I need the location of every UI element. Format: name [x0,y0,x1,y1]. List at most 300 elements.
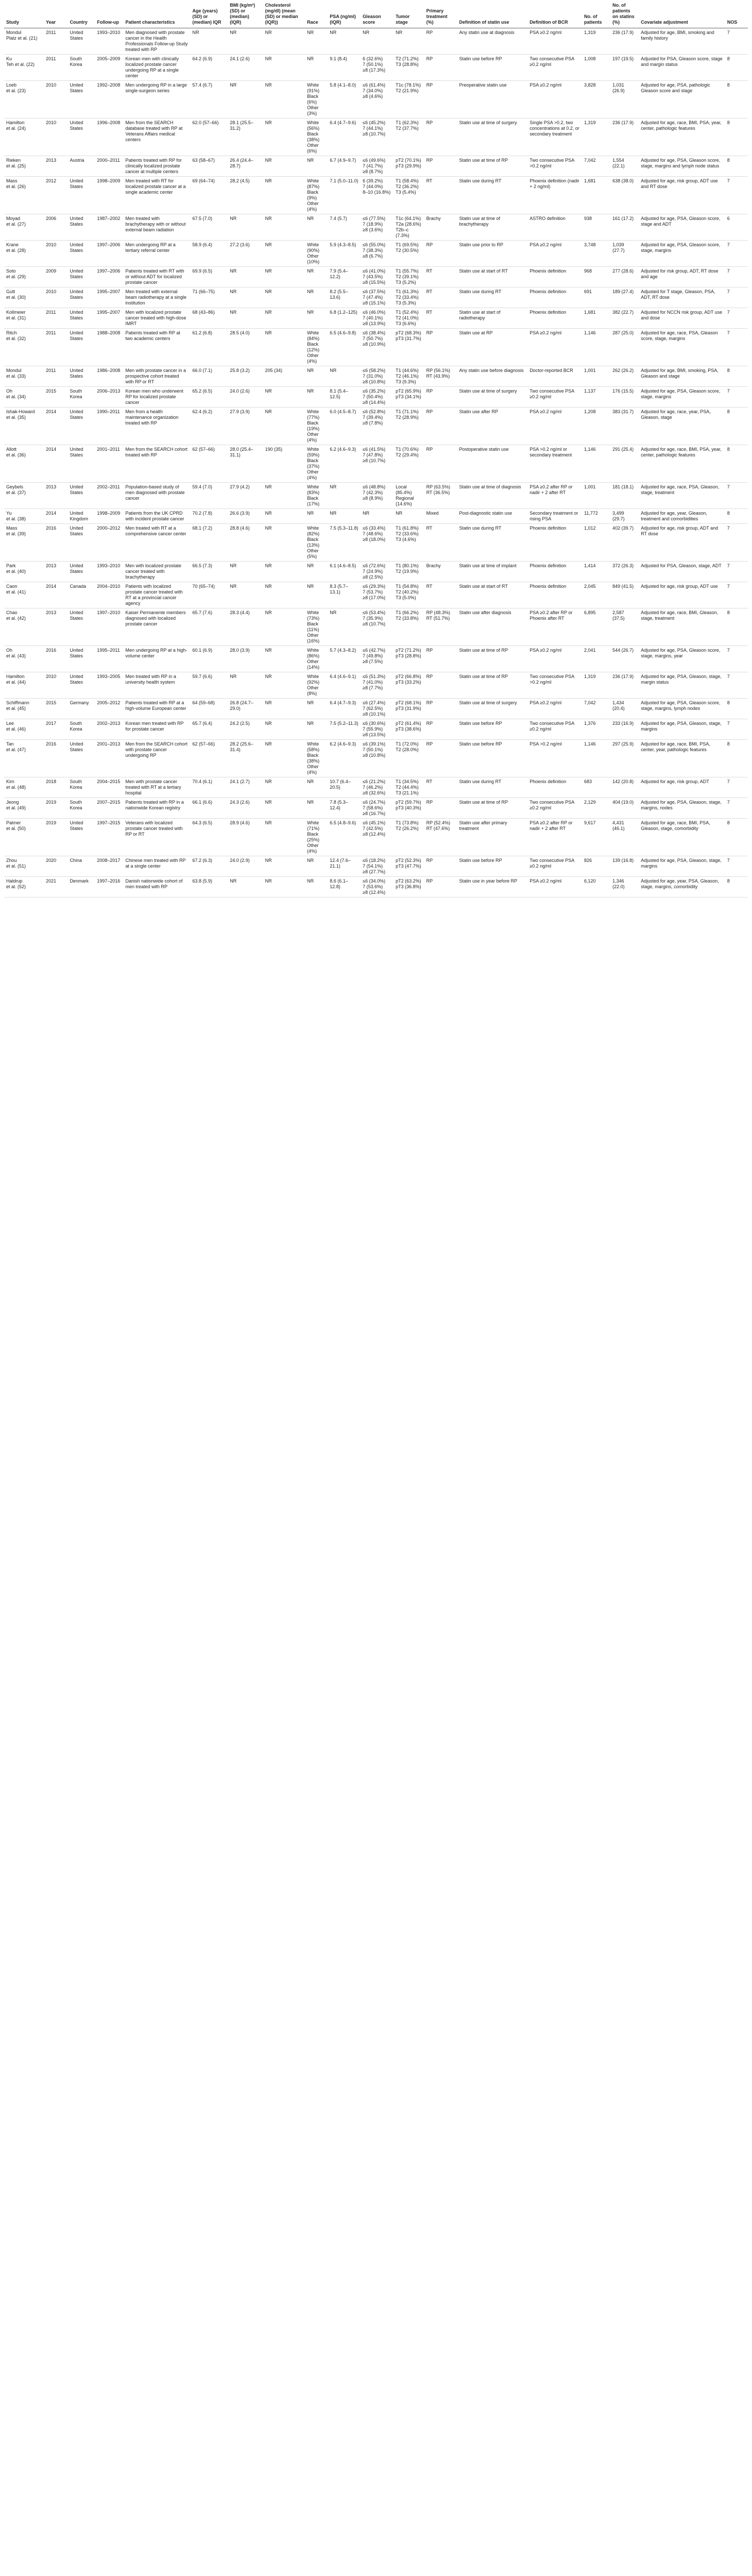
table-cell: Statin use at time of implant [457,562,528,582]
table-cell: Phoenix definition [527,524,582,562]
table-cell: Patients with localized prostate cancer treated with RT at a provincial cancer agency [123,582,190,608]
table-cell: Secondary treatment or rising PSA [527,509,582,524]
table-cell: Statin use at time of RP [457,156,528,177]
table-cell: United States [67,672,95,699]
table-cell: 64.3 (6.5) [191,819,228,856]
table-cell: RP [424,672,457,699]
table-row [4,483,748,509]
table-row [4,445,748,483]
table-cell: ≤6 (52.8%) 7 (39.4%) ≥8 (7.8%) [361,408,394,445]
table-cell: Haldrup et al. (52) [4,877,44,897]
table-cell: Chinese men treated with RP at a single center [123,856,190,877]
table-cell: 2010 [44,672,67,699]
table-cell: United States [67,28,95,55]
table-cell: 6.8 (1.2–125) [328,308,361,329]
table-cell: 7,042 [582,156,610,177]
table-cell: 236 (17.9) [610,28,639,55]
table-cell: China [67,856,95,877]
table-cell: Ishak-Howard et al. (35) [4,408,44,445]
table-cell: Tan et al. (47) [4,740,44,777]
table-cell: Adjusted for age, PSA, Gleason score, stage and ADT [639,214,725,241]
table-cell: 2016 [44,646,67,672]
table-row [4,740,748,777]
table-cell: 67.2 (6.3) [191,856,228,877]
table-cell: 64 (59–68) [191,699,228,719]
table-cell: RP [424,646,457,672]
table-cell: PSA ≥0.2 ng/ml [527,329,582,366]
table-cell: 28.2 (25.6–31.4) [228,740,263,777]
table-cell: RP [424,118,457,156]
table-cell: Oh et al. (34) [4,387,44,408]
table-cell: Brachy [424,562,457,582]
table-cell: Adjusted for age, year, Gleason, treatment and comorbidities [639,509,725,524]
table-cell: NR [228,582,263,608]
table-cell: RT [424,287,457,308]
table-cell: ≤6 (34.0%) 7 (53.6%) ≥8 (12.4%) [361,877,394,897]
table-cell: pT2 (65.9%) pT3 (34.1%) [394,387,424,408]
table-cell: Adjusted for age, PSA, Gleason score, stage, margins, lymph nodes [639,699,725,719]
table-cell: NR [263,267,305,287]
table-cell: 189 (27.4) [610,287,639,308]
table-cell: T1 (66.2%) T2 (33.8%) [394,608,424,646]
table-cell: ≤6 (30.6%) 7 (55.9%) ≥8 (13.5%) [361,719,394,740]
table-cell: PSA ≥0.2 ng/ml [527,699,582,719]
table-cell: 2002–2011 [95,483,123,509]
table-cell: RP [424,241,457,267]
table-cell: Two consecutive PSA ≥0.2 ng/ml [527,387,582,408]
table-cell: NR [228,214,263,241]
table-cell: 66.5 (7.3) [191,562,228,582]
table-cell: 1997–2015 [95,819,123,856]
table-cell: Mass et al. (39) [4,524,44,562]
table-cell: 2011 [44,55,67,81]
table-cell: 2014 [44,509,67,524]
table-cell: Two consecutive PSA >0.2 ng/ml [527,672,582,699]
table-cell: Kaiser Permanente members diagnosed with localized prostate cancer [123,608,190,646]
table-cell: 7.8 (5.3–12.4) [328,798,361,819]
table-cell: NR [263,798,305,819]
table-cell: 28.5 (4.0) [228,329,263,366]
table-cell: 26.6 (3.9) [228,509,263,524]
table-cell: Adjusted for age, race, BMI, PSA, center, year, pathologic features [639,740,725,777]
table-cell: NR [305,387,328,408]
table-cell: Two consecutive PSA ≥0.2 ng/ml [527,55,582,81]
table-cell: Chao et al. (42) [4,608,44,646]
table-cell: 2010 [44,81,67,118]
table-cell: pT2 (61.4%) pT3 (38.6%) [394,719,424,740]
table-cell: Veterans with localized prostate cancer treated with RP or RT [123,819,190,856]
table-cell: 24.0 (2.6) [228,387,263,408]
table-cell: Statin use at RP [457,329,528,366]
table-cell: White (86%) Other (14%) [305,646,328,672]
table-cell: ≤6 (37.5%) 7 (47.4%) ≥8 (15.1%) [361,287,394,308]
table-cell: Adjusted for age, year, PSA, Gleason, stage, margins, comorbidity [639,877,725,897]
table-cell: Statin use at start of RT [457,267,528,287]
table-cell: RT [424,777,457,798]
table-cell: Moyad et al. (27) [4,214,44,241]
table-cell: NR [305,856,328,877]
table-cell: Statin use before RP [457,856,528,877]
table-cell: NR [263,509,305,524]
table-cell: T1 (62.3%) T2 (37.7%) [394,118,424,156]
table-cell: 1,031 (26.9) [610,81,639,118]
table-cell: 8.2 (5.5–13.6) [328,287,361,308]
table-cell: PSA ≥0.2 after RP or Phoenix after RT [527,608,582,646]
table-row [4,524,748,562]
table-cell: 11,772 [582,509,610,524]
table-cell: White (71%) Black (25%) Other (4%) [305,819,328,856]
table-row [4,214,748,241]
table-cell: Statin use at time of surgery [457,387,528,408]
table-cell: 7 [725,719,748,740]
table-cell: United Kingdom [67,509,95,524]
table-cell: 8 [725,819,748,856]
table-cell: 8 [725,366,748,387]
table-cell: ≤6 (29.3%) 7 (53.7%) ≥8 (17.0%) [361,582,394,608]
table-cell: 8 [725,608,748,646]
table-cell: RP (48.3%) RT (51.7%) [424,608,457,646]
table-cell: 7 [725,483,748,509]
table-cell: Krane et al. (28) [4,241,44,267]
table-cell: RP [424,81,457,118]
table-cell: ASTRO definition [527,214,582,241]
table-cell: 9.1 (8.4) [328,55,361,81]
table-cell: 9,617 [582,819,610,856]
table-cell: 8 [725,445,748,483]
table-cell: ≤6 (58.2%) 7 (31.0%) ≥8 (10.8%) [361,366,394,387]
table-cell: 7 [725,28,748,55]
table-cell: NR [263,646,305,672]
table-cell: White (87%) Black (9%) Other (4%) [305,177,328,214]
table-cell: 7.1 (5.0–11.0) [328,177,361,214]
table-cell: 2015 [44,699,67,719]
table-cell: 2017 [44,719,67,740]
table-cell: 1,208 [582,408,610,445]
table-cell: Men treated with RP in a university health system [123,672,190,699]
table-cell: NR [305,777,328,798]
table-cell: NR [263,856,305,877]
table-row [4,81,748,118]
table-cell: NR [263,55,305,81]
table-cell: NR [305,214,328,241]
table-cell: pT2 (52.3%) pT3 (47.7%) [394,856,424,877]
table-cell: ≤6 (18.2%) 7 (54.1%) ≥8 (27.7%) [361,856,394,877]
table-cell: 71 (66–75) [191,287,228,308]
table-cell: ≤6 (77.5%) 7 (18.9%) ≥8 (3.6%) [361,214,394,241]
table-cell: United States [67,177,95,214]
table-cell: NR [263,387,305,408]
table-cell: 8.3 (5.7–13.1) [328,582,361,608]
table-cell: 1,146 [582,740,610,777]
table-cell: T1 (54.8%) T2 (40.2%) T3 (5.0%) [394,582,424,608]
table-cell: pT2 (63.2%) pT3 (36.8%) [394,877,424,897]
table-cell: 2000–2011 [95,156,123,177]
table-row [4,562,748,582]
table-cell: RP (63.5%) RT (36.5%) [424,483,457,509]
table-cell: T1 (72.0%) T2 (28.0%) [394,740,424,777]
table-cell: ≤6 (41.5%) 7 (47.8%) ≥8 (10.7%) [361,445,394,483]
table-cell: 287 (25.0) [610,329,639,366]
table-cell: 59.4 (7.0) [191,483,228,509]
table-cell: PSA ≥0.2 ng/ml [527,408,582,445]
table-cell: Local (85.4%) Regional (14.6%) [394,483,424,509]
table-row [4,582,748,608]
table-cell: 6.5 (4.8–9.6) [328,819,361,856]
table-cell: RP [424,55,457,81]
table-cell: 1,001 [582,483,610,509]
table-cell: 7 [725,672,748,699]
table-cell: Patients from the UK CPRD with incident prostate cancer [123,509,190,524]
table-cell: Adjusted for PSA, Gleason, stage, ADT [639,562,725,582]
table-cell: 638 (38.0) [610,177,639,214]
table-cell: Two consecutive PSA ≥0.2 ng/ml [527,856,582,877]
table-cell: 7 [725,777,748,798]
table-cell: Men from the SEARCH cohort treated with RP [123,445,190,483]
table-cell: Geybels et al. (37) [4,483,44,509]
table-cell: 28.3 (4.4) [228,608,263,646]
table-cell: ≤6 (45.1%) 7 (42.5%) ≥8 (12.4%) [361,819,394,856]
table-cell: RP [424,798,457,819]
table-cell: RP [424,445,457,483]
table-cell: 7 [725,241,748,267]
table-cell: 7.4 (5.7) [328,214,361,241]
table-cell: NR [263,483,305,509]
table-body [4,28,748,897]
table-cell: Statin use at time of RP [457,672,528,699]
table-cell: 2001–2013 [95,740,123,777]
table-row [4,777,748,798]
table-cell: Germany [67,699,95,719]
table-cell: 8.1 (5.4–12.5) [328,387,361,408]
table-cell: 2,587 (37.5) [610,608,639,646]
table-cell: Mixed [424,509,457,524]
table-cell: Men diagnosed with prostate cancer in the Health Professionals Follow-up Study treated with RP [123,28,190,55]
table-cell: T2 (71.2%) T3 (28.8%) [394,55,424,81]
table-cell: Any statin use at diagnosis [457,28,528,55]
table-cell: 1995–2011 [95,646,123,672]
table-cell: Patients treated with RP in a nationwide Korean registry [123,798,190,819]
table-row [4,819,748,856]
table-cell: RP [424,329,457,366]
table-cell: Men with localized prostate cancer treated with brachytherapy [123,562,190,582]
table-cell: Phoenix definition [527,308,582,329]
table-cell: 7 [725,562,748,582]
table-cell: 24.3 (2.6) [228,798,263,819]
table-cell: ≤6 (42.7%) 7 (49.8%) ≥8 (7.5%) [361,646,394,672]
table-cell: pT2 (66.8%) pT3 (33.2%) [394,672,424,699]
table-cell: 1997–2006 [95,267,123,287]
table-cell: NR [263,177,305,214]
table-cell: T1 (61.8%) T2 (33.6%) T3 (4.6%) [394,524,424,562]
table-cell: ≤6 (27.4%) 7 (62.5%) ≥8 (10.1%) [361,699,394,719]
table-cell: 7.5 (5.2–11.3) [328,719,361,740]
table-cell: 62 (57–66) [191,740,228,777]
table-cell: Adjusted for PSA, Gleason score, stage and margin status [639,55,725,81]
table-cell: NR [328,509,361,524]
table-cell: NR [263,740,305,777]
table-cell: RP [424,156,457,177]
table-cell: Men treated with RT at a comprehensive cancer center [123,524,190,562]
table-cell: NR [263,672,305,699]
table-cell: 826 [582,856,610,877]
table-cell: Canada [67,582,95,608]
table-cell: 1992–2008 [95,81,123,118]
table-cell: Two consecutive PSA >0.2 ng/ml [527,156,582,177]
table-cell: United States [67,214,95,241]
table-cell: Men treated with brachytherapy with or without external beam radiation [123,214,190,241]
table-cell: 1996–2008 [95,118,123,156]
table-cell: Men undergoing RP at a high-volume center [123,646,190,672]
table-cell: Adjusted for age, race, BMI, PSA, Gleason, stage, comorbidity [639,819,725,856]
table-cell: pT2 (68.1%) pT3 (31.9%) [394,699,424,719]
table-cell: NR [305,308,328,329]
table-cell: NR [228,267,263,287]
table-cell: Statin use during RT [457,524,528,562]
table-cell: 27.2 (3.6) [228,241,263,267]
table-cell: 8 [725,509,748,524]
table-cell: 66.0 (7.1) [191,366,228,387]
table-cell: 383 (31.7) [610,408,639,445]
table-cell: NR [263,214,305,241]
table-cell: 6 [725,214,748,241]
table-cell: 1,137 [582,387,610,408]
table-row [4,877,748,897]
table-cell: T1 (71.1%) T2 (28.9%) [394,408,424,445]
table-row [4,118,748,156]
table-cell: 6.2 (4.6–9.3) [328,740,361,777]
table-cell: 7 [725,287,748,308]
table-cell: 2010 [44,241,67,267]
table-cell: Doctor-reported BCR [527,366,582,387]
table-cell: RP [424,699,457,719]
table-cell: 7 [725,524,748,562]
table-cell: NR [263,562,305,582]
table-cell: 1995–2007 [95,287,123,308]
table-cell: Kim et al. (48) [4,777,44,798]
table-cell: T1 (52.4%) T2 (41.0%) T3 (6.6%) [394,308,424,329]
table-cell: Statin use at time of surgery [457,118,528,156]
table-cell: 27.9 (4.2) [228,483,263,509]
table-row [4,856,748,877]
table-cell: ≤6 (48.8%) 7 (42.3%) ≥8 (8.9%) [361,483,394,509]
table-cell: ≤6 (45.2%) 7 (44.1%) ≥8 (10.7%) [361,118,394,156]
column-header: Race [305,1,328,28]
table-cell: 2019 [44,819,67,856]
table-cell: T1 (58.4%) T2 (36.2%) T3 (5.4%) [394,177,424,214]
table-cell: 139 (16.8) [610,856,639,877]
table-cell: 7 [725,646,748,672]
table-cell: 2006–2013 [95,387,123,408]
column-header: Study [4,1,44,28]
table-cell: Statin use at time of diagnosis [457,483,528,509]
table-cell: NR [394,509,424,524]
table-cell: PSA ≥0.2 ng/ml [527,28,582,55]
table-cell: Adjusted for age, race, BMI, Gleason, stage, treatment [639,608,725,646]
table-cell: Population-based study of men diagnosed with prostate cancer [123,483,190,509]
table-row [4,55,748,81]
table-cell: 28.9 (4.6) [228,819,263,856]
table-cell: 2009 [44,267,67,287]
table-cell: Ritch et al. (32) [4,329,44,366]
table-cell: 2021 [44,877,67,897]
table-cell: 63.8 (5.9) [191,877,228,897]
table-cell: NR [228,287,263,308]
table-cell: 5.9 (4.3–8.5) [328,241,361,267]
table-cell: 1,346 (22.0) [610,877,639,897]
table-cell: Park et al. (40) [4,562,44,582]
table-cell: 1,319 [582,118,610,156]
table-cell: 1997–2006 [95,241,123,267]
table-cell: 1,554 (22.1) [610,156,639,177]
table-cell: 65.2 (6.5) [191,387,228,408]
table-cell: Postoperative statin use [457,445,528,483]
column-header: Age (years) (SD) or (median) IQR [191,1,228,28]
table-cell: 1993–2010 [95,28,123,55]
table-cell: ≤6 (72.6%) 7 (24.9%) ≥8 (2.5%) [361,562,394,582]
table-cell: Men from the SEARCH cohort with prostate cancer undergoing RP [123,740,190,777]
table-row [4,408,748,445]
table-cell: White (82%) Black (13%) Other (5%) [305,524,328,562]
table-cell: PSA ≥0.2 ng/ml [527,646,582,672]
table-cell: 2002–2013 [95,719,123,740]
table-cell: 2013 [44,562,67,582]
table-cell: Phoenix definition [527,267,582,287]
table-cell: 65.7 (6.4) [191,719,228,740]
table-cell: 2014 [44,445,67,483]
table-cell: ≤6 (46.0%) 7 (40.1%) ≥8 (13.9%) [361,308,394,329]
table-cell: Oh et al. (43) [4,646,44,672]
table-cell: NR [263,608,305,646]
table-cell: RP [424,877,457,897]
table-cell: ≤6 (51.3%) 7 (41.0%) ≥8 (7.7%) [361,672,394,699]
table-cell: Adjusted for age, risk group, ADT use and RT dose [639,177,725,214]
table-cell: 4,431 (46.1) [610,819,639,856]
table-cell: 65.7 (7.6) [191,608,228,646]
table-cell: 2004–2015 [95,777,123,798]
table-cell: Statin use prior to RP [457,241,528,267]
table-cell: 2011 [44,308,67,329]
table-cell: Adjusted for age, race, year, PSA, Gleason, stage [639,408,725,445]
table-row [4,241,748,267]
table-cell: 2018 [44,777,67,798]
table-cell: 10.7 (6.4–20.5) [328,777,361,798]
table-cell: 6,120 [582,877,610,897]
table-cell: NR [305,798,328,819]
table-row [4,699,748,719]
table-cell: 68.1 (7.2) [191,524,228,562]
table-cell: 2,129 [582,798,610,819]
table-cell: 2011 [44,329,67,366]
table-cell: White (90%) Other (10%) [305,241,328,267]
table-cell: 2019 [44,798,67,819]
table-cell: NR [305,287,328,308]
table-cell: RP (52.4%) RT (47.6%) [424,819,457,856]
table-cell: 8 [725,156,748,177]
table-cell: T1 (34.5%) T2 (44.4%) T3 (21.1%) [394,777,424,798]
table-cell: 236 (17.9) [610,672,639,699]
table-cell: 1,146 [582,445,610,483]
table-cell: 70.4 (6.1) [191,777,228,798]
table-cell: Loeb et al. (23) [4,81,44,118]
table-cell: 1998–2009 [95,177,123,214]
table-cell: Preoperative statin use [457,81,528,118]
table-cell: 58.9 (6.4) [191,241,228,267]
table-cell: NR [305,366,328,387]
table-cell: Adjusted for age, race, BMI, PSA, year, center, pathologic features [639,445,725,483]
table-cell: 382 (22.7) [610,308,639,329]
table-cell: Men with prostate cancer in a prospective cohort treated with RP or RT [123,366,190,387]
table-cell: T1 (55.7%) T2 (39.1%) T3 (5.2%) [394,267,424,287]
